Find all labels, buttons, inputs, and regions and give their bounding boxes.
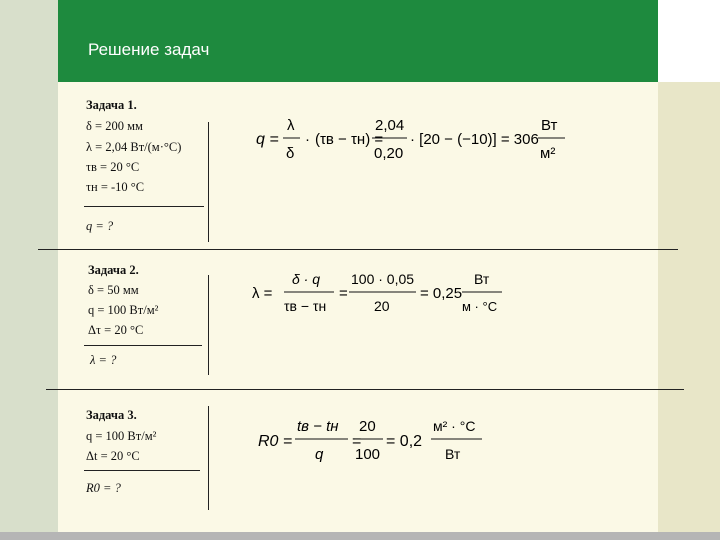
task3-given-divider xyxy=(84,470,200,471)
task2-f-frac2-den: 20 xyxy=(374,298,390,314)
task2-formula xyxy=(252,266,522,326)
task3-f-frac1-num: tв − tн xyxy=(297,418,339,435)
task3-f-eq1: = xyxy=(352,433,362,450)
task2-f-eq1: = xyxy=(339,285,348,302)
task2-section-divider xyxy=(46,389,684,390)
title-banner xyxy=(58,0,658,82)
task2-unknown: λ = ? xyxy=(90,353,117,367)
bottom-bar xyxy=(0,532,720,540)
task2-f-frac2-num: 100 · 0,05 xyxy=(351,271,415,287)
task1-f-mid: · [20 − (−10)] = 306 xyxy=(410,131,539,148)
task3-formula xyxy=(255,412,495,472)
task2-f-lhs: λ = xyxy=(252,285,273,302)
left-decor-strip xyxy=(0,0,58,540)
task1-vertical-divider xyxy=(208,122,209,242)
task1-f-frac2-den: 0,20 xyxy=(374,145,404,162)
task2-vertical-divider xyxy=(208,275,209,375)
task1-heading: Задача 1. xyxy=(86,98,137,112)
task3-f-unit-num: м² · °С xyxy=(433,418,476,434)
task3-f-eq2: = 0,2 xyxy=(386,433,423,450)
task3-given-1: q = 100 Вт/м² xyxy=(86,429,157,443)
task2-given-3: Δτ = 20 °С xyxy=(88,323,144,337)
task2-f-frac1-den: τв − τн xyxy=(284,298,327,314)
task1-given-4: τн = -10 °С xyxy=(86,180,145,194)
task3-f-frac2-num: 20 xyxy=(359,418,376,435)
task2-heading: Задача 2. xyxy=(88,263,139,277)
task1-given-2: λ = 2,04 Вт/(м·°С) xyxy=(86,140,182,154)
task1-f-paren: (τв − τн) = xyxy=(315,131,384,148)
task2-f-unit-num: Вт xyxy=(474,271,490,287)
task1-given-divider xyxy=(84,206,204,207)
task1-f-unit-num: Вт xyxy=(541,117,558,134)
task2-f-unit-den: м · °С xyxy=(462,299,498,314)
task3-f-lhs: R0 = xyxy=(258,433,293,450)
task1-section-divider xyxy=(38,249,678,250)
task1-given-1: δ = 200 мм xyxy=(86,119,143,133)
task1-given-3: τв = 20 °С xyxy=(86,160,140,174)
task1-f-frac1-num: λ xyxy=(287,117,295,134)
task1-f-unit-den: м² xyxy=(540,145,556,162)
task1-f-lhs: q = xyxy=(256,131,279,148)
task2-given-1: δ = 50 мм xyxy=(88,283,139,297)
task1-f-frac1-den: δ xyxy=(286,145,295,162)
slide-title: Решение задач xyxy=(88,40,210,59)
right-decor-strip xyxy=(658,82,720,540)
task1-f-dot: · xyxy=(305,131,310,148)
task2-f-frac1-num: δ · q xyxy=(292,271,321,287)
task3-heading: Задача 3. xyxy=(86,408,137,422)
task3-vertical-divider xyxy=(208,406,209,510)
task3-unknown: R0 = ? xyxy=(86,481,121,495)
task3-f-frac2-den: 100 xyxy=(355,446,381,463)
task2-given-2: q = 100 Вт/м² xyxy=(88,303,159,317)
task3-given-2: Δt = 20 °С xyxy=(86,449,140,463)
task1-formula xyxy=(252,108,592,170)
task1-unknown: q = ? xyxy=(86,219,114,233)
task1-f-frac2-num: 2,04 xyxy=(375,117,405,134)
task3-f-unit-den: Вт xyxy=(445,446,461,462)
task3-f-frac1-den: q xyxy=(315,446,324,463)
task2-given-divider xyxy=(84,345,202,346)
task2-f-eq2: = 0,25 xyxy=(420,285,463,302)
